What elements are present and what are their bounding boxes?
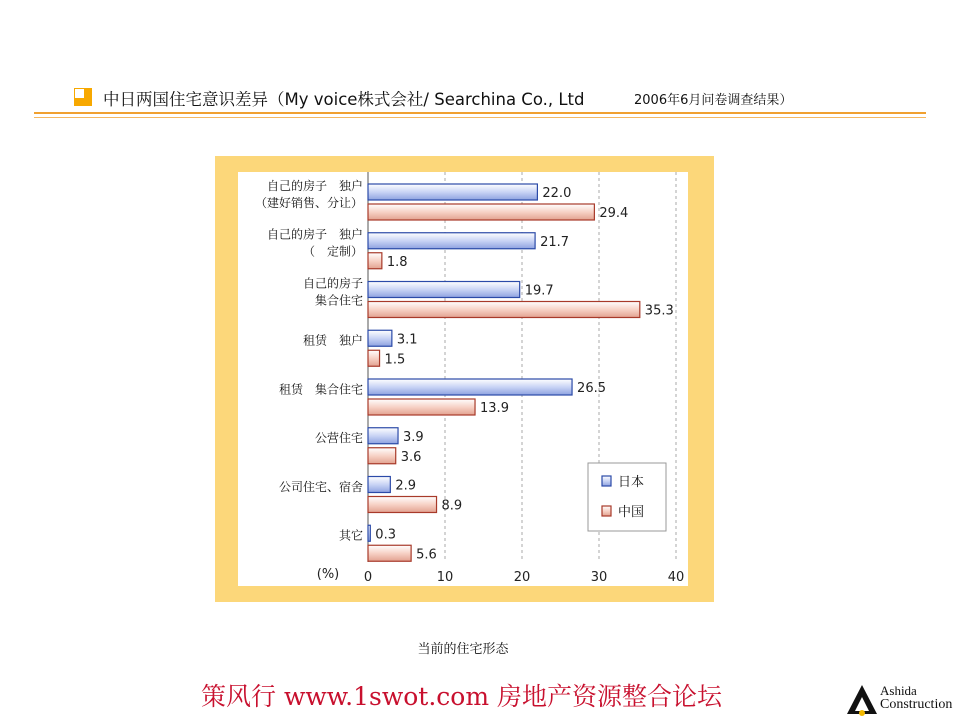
data-label: 26.5	[577, 381, 607, 396]
page-title: 中日两国住宅意识差异（My voice株式会社/ Searchina Co., Ltd	[103, 90, 585, 109]
data-label: 3.6	[400, 449, 422, 465]
bar-japan	[368, 184, 537, 200]
category-label: 自己的房子 独户	[266, 178, 363, 193]
bar-china	[368, 253, 382, 269]
category-label: （ 定制）	[302, 244, 363, 259]
category-label: 公司住宅、宿舍	[278, 479, 363, 494]
x-tick-label: 30	[590, 570, 608, 585]
x-tick-label: 40	[667, 570, 685, 585]
bar-japan	[368, 525, 370, 541]
category-label: （建好销售、分让）	[254, 195, 363, 210]
legend-swatch	[602, 506, 611, 516]
ashida-logo-icon	[846, 684, 878, 720]
x-axis-label: (%)	[316, 567, 340, 582]
category-label: 租赁 独户	[302, 333, 363, 348]
bar-japan	[368, 477, 390, 493]
company-logo-text	[880, 684, 952, 712]
category-label: 自己的房子	[302, 276, 363, 291]
bar-japan	[368, 233, 535, 249]
bar-china	[368, 302, 640, 318]
data-label: 3.1	[396, 332, 418, 348]
data-label: 3.9	[403, 429, 424, 445]
data-label: 19.7	[524, 283, 554, 299]
bar-china	[368, 448, 396, 464]
data-label: 1.5	[384, 352, 406, 368]
data-label: 0.3	[375, 527, 396, 543]
data-label: 2.9	[395, 478, 417, 494]
logo-line-2: Construction	[880, 697, 953, 712]
footer-text: 策风行 www.1swot.com 房地产资源整合论坛	[201, 682, 723, 711]
x-tick-label: 20	[513, 570, 531, 585]
data-label: 22.0	[542, 186, 572, 201]
bar-china	[368, 204, 594, 220]
category-label: 公营住宅	[314, 431, 363, 446]
bar-japan	[368, 330, 392, 346]
data-label: 1.8	[386, 254, 408, 270]
data-label: 21.7	[540, 234, 570, 250]
category-label: 其它	[338, 528, 363, 543]
legend-label: 中国	[618, 505, 645, 520]
x-tick-label: 10	[436, 570, 454, 585]
data-label: 29.4	[599, 206, 629, 221]
bar-japan	[368, 428, 398, 444]
page-subtitle: 2006年6月问卷调查结果）	[634, 93, 793, 108]
data-label: 8.9	[441, 498, 463, 514]
data-label: 35.3	[644, 303, 674, 319]
legend-swatch	[602, 476, 611, 486]
bar-china	[368, 399, 475, 415]
bar-japan	[368, 282, 520, 298]
legend-label: 日本	[618, 475, 645, 490]
bar-china	[368, 350, 380, 366]
logo-line-1: Ashida	[880, 683, 917, 698]
bar-china	[368, 545, 411, 561]
chart-caption: 当前的住宅形态	[417, 642, 509, 657]
bar-japan	[368, 379, 572, 395]
category-label: 集合住宅	[314, 293, 363, 308]
category-label: 租赁 集合住宅	[278, 382, 363, 397]
category-label: 自己的房子 独户	[266, 227, 363, 242]
bar-china	[368, 497, 437, 513]
legend-box	[588, 463, 666, 531]
x-tick-label: 0	[363, 570, 373, 585]
data-label: 5.6	[416, 547, 437, 563]
data-label: 13.9	[480, 401, 509, 416]
